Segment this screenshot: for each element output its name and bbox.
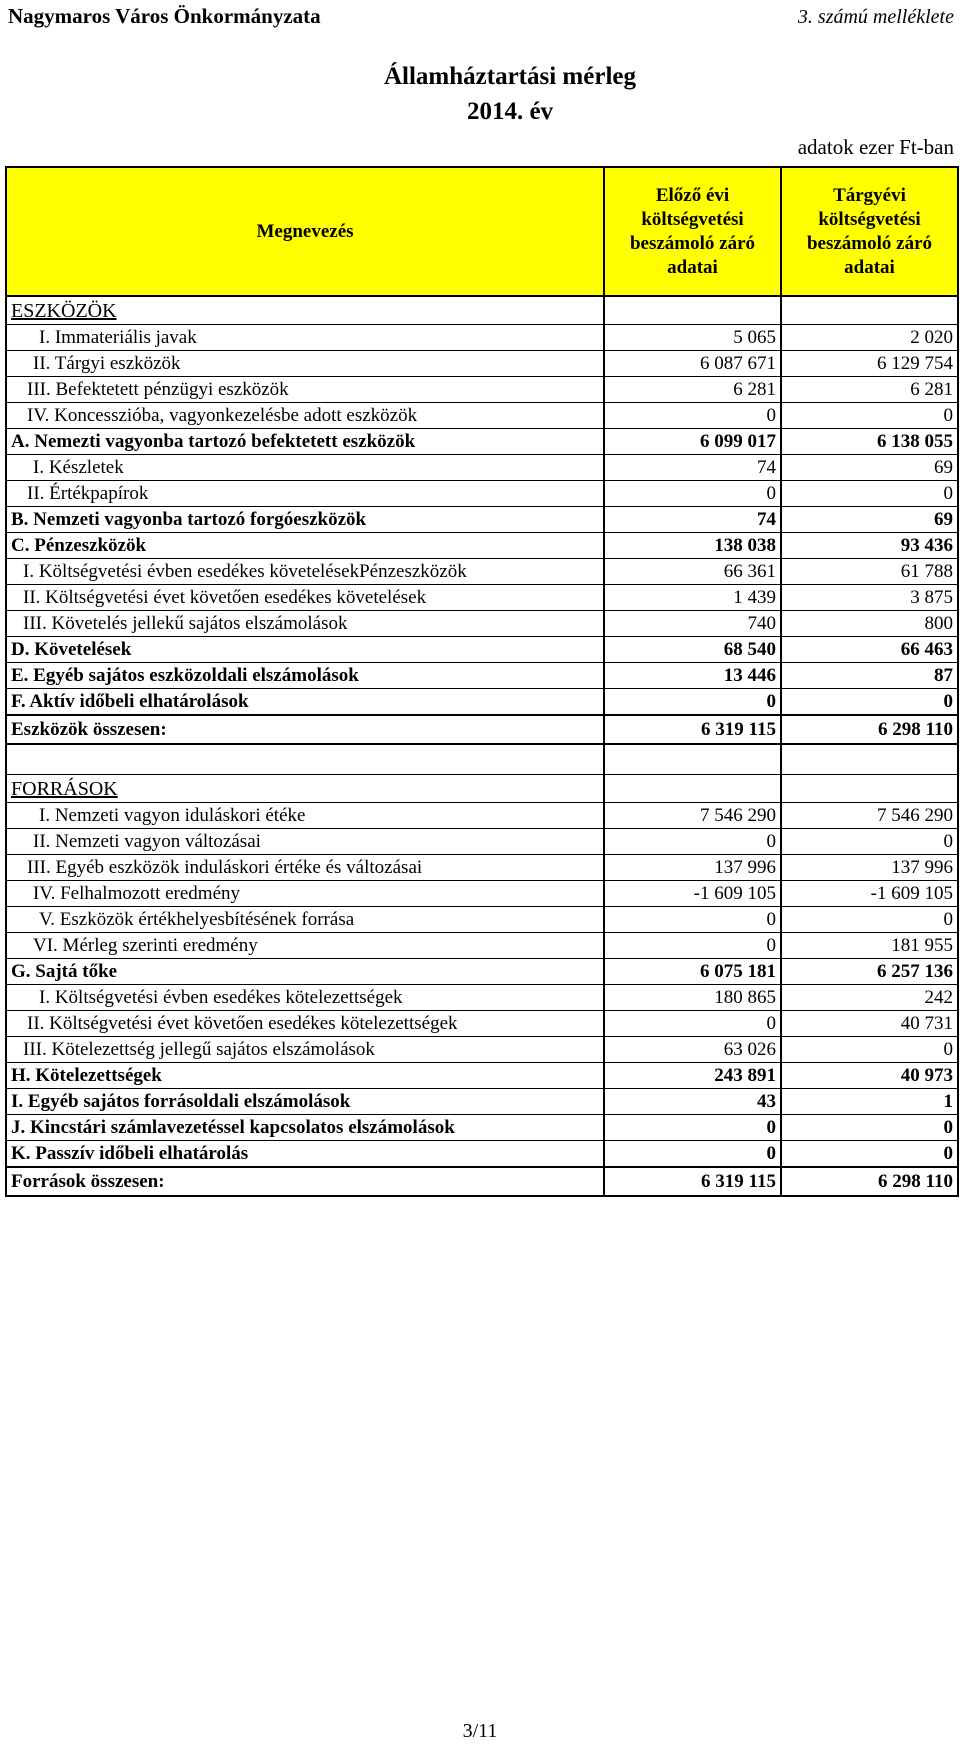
current-year-value: 0 [781, 1036, 958, 1062]
previous-year-value: 74 [604, 507, 781, 533]
current-year-value: 6 298 110 [781, 715, 958, 744]
previous-year-value: -1 609 105 [604, 880, 781, 906]
current-year-value: 137 996 [781, 854, 958, 880]
current-year-value: 0 [781, 689, 958, 716]
previous-year-value: 0 [604, 906, 781, 932]
sources-total-row [6, 1167, 958, 1196]
current-year-value: 0 [781, 481, 958, 507]
previous-year-value: 137 996 [604, 854, 781, 880]
current-year-value: 87 [781, 663, 958, 689]
column-header-previous-year: Előző évi költségvetési beszámoló záró adatai [604, 167, 781, 296]
table-row [6, 1140, 958, 1167]
column-header-name: Megnevezés [6, 167, 604, 296]
sources-section-title: FORRÁSOK [6, 774, 604, 802]
document-title: Államháztartási mérleg [383, 63, 636, 90]
assets-total-row [6, 715, 958, 744]
previous-year-value: 243 891 [604, 1062, 781, 1088]
empty-cell [604, 774, 781, 802]
row-label: IV. Felhalmozott eredmény [6, 880, 604, 906]
spacer-row [6, 744, 958, 774]
unit-note: adatok ezer Ft-ban [797, 135, 954, 159]
previous-year-value: 7 546 290 [604, 802, 781, 828]
row-label: II. Nemzeti vagyon változásai [6, 828, 604, 854]
table-row [6, 689, 958, 716]
current-year-value: -1 609 105 [781, 880, 958, 906]
table-row [6, 906, 958, 932]
current-year-value: 69 [781, 455, 958, 481]
table-row [6, 403, 958, 429]
table-row [6, 1088, 958, 1114]
row-label: Források összesen: [6, 1167, 604, 1196]
empty-cell [781, 296, 958, 325]
previous-year-value: 43 [604, 1088, 781, 1114]
previous-year-value: 6 319 115 [604, 1167, 781, 1196]
row-label: I. Nemzeti vagyon iduláskori étéke [6, 802, 604, 828]
previous-year-value: 1 439 [604, 585, 781, 611]
current-year-value: 0 [781, 1140, 958, 1167]
row-label: III. Kötelezettség jellegű sajátos elszámolások [6, 1036, 604, 1062]
row-label: II. Értékpapírok [6, 481, 604, 507]
empty-cell [781, 744, 958, 774]
table-row [6, 429, 958, 455]
previous-year-value: 6 319 115 [604, 715, 781, 744]
current-year-value: 6 281 [781, 377, 958, 403]
row-label: II. Költségvetési évet követően esedékes kötelezettségek [6, 1010, 604, 1036]
current-year-value: 93 436 [781, 533, 958, 559]
current-year-value: 6 298 110 [781, 1167, 958, 1196]
row-label: I. Immateriális javak [6, 325, 604, 351]
table-row [6, 828, 958, 854]
previous-year-value: 0 [604, 403, 781, 429]
row-label: G. Sajtá tőke [6, 958, 604, 984]
row-label: H. Kötelezettségek [6, 1062, 604, 1088]
previous-year-value: 0 [604, 828, 781, 854]
row-label: E. Egyéb sajátos eszközoldali elszámolások [6, 663, 604, 689]
sources-section-row [6, 774, 958, 802]
previous-year-value: 63 026 [604, 1036, 781, 1062]
row-label: K. Passzív időbeli elhatárolás [6, 1140, 604, 1167]
previous-year-value: 66 361 [604, 559, 781, 585]
table-row [6, 1036, 958, 1062]
current-year-value: 7 546 290 [781, 802, 958, 828]
current-year-value: 69 [781, 507, 958, 533]
empty-cell [6, 744, 604, 774]
current-year-value: 0 [781, 828, 958, 854]
table-body [6, 296, 958, 1196]
previous-year-value: 68 540 [604, 637, 781, 663]
table-row [6, 1010, 958, 1036]
table-row [6, 325, 958, 351]
empty-cell [781, 774, 958, 802]
document-year: 2014. év [466, 98, 554, 125]
previous-year-value: 138 038 [604, 533, 781, 559]
table-row [6, 1114, 958, 1140]
previous-year-value: 6 281 [604, 377, 781, 403]
column-header-current-year: Tárgyévi költségvetési beszámoló záró adatai [781, 167, 958, 296]
assets-section-row [6, 296, 958, 325]
previous-year-value: 74 [604, 455, 781, 481]
organization-name: Nagymaros Város Önkormányzata [8, 4, 321, 28]
row-label: III. Befektetett pénzügyi eszközök [6, 377, 604, 403]
row-label: IV. Koncesszióba, vagyonkezelésbe adott eszközök [6, 403, 604, 429]
table-row [6, 802, 958, 828]
row-label: A. Nemezti vagyonba tartozó befektetett eszközök [6, 429, 604, 455]
current-year-value: 1 [781, 1088, 958, 1114]
previous-year-value: 6 099 017 [604, 429, 781, 455]
previous-year-value: 0 [604, 1114, 781, 1140]
current-year-value: 66 463 [781, 637, 958, 663]
current-year-value: 2 020 [781, 325, 958, 351]
table-row [6, 880, 958, 906]
row-label: VI. Mérleg szerinti eredmény [6, 932, 604, 958]
table-header-row [6, 167, 958, 296]
current-year-value: 61 788 [781, 559, 958, 585]
row-label: III. Követelés jellekű sajátos elszámolások [6, 611, 604, 637]
balance-sheet-table [5, 166, 959, 1197]
current-year-value: 0 [781, 403, 958, 429]
current-year-value: 6 257 136 [781, 958, 958, 984]
row-label: I. Költségvetési évben esedékes kötelezettségek [6, 984, 604, 1010]
row-label: II. Tárgyi eszközök [6, 351, 604, 377]
table-row [6, 984, 958, 1010]
previous-year-value: 0 [604, 1140, 781, 1167]
row-label: III. Egyéb eszközök induláskori értéke és változásai [6, 854, 604, 880]
table-row [6, 854, 958, 880]
table-row [6, 663, 958, 689]
previous-year-value: 0 [604, 689, 781, 716]
row-label: I. Egyéb sajátos forrásoldali elszámolások [6, 1088, 604, 1114]
previous-year-value: 13 446 [604, 663, 781, 689]
previous-year-value: 0 [604, 481, 781, 507]
table-row [6, 351, 958, 377]
row-label: F. Aktív időbeli elhatárolások [6, 689, 604, 716]
table-row [6, 932, 958, 958]
empty-cell [604, 296, 781, 325]
current-year-value: 181 955 [781, 932, 958, 958]
page-number: 3/11 [462, 1720, 498, 1742]
row-label: Eszközök összesen: [6, 715, 604, 744]
row-label: B. Nemzeti vagyonba tartozó forgóeszközök [6, 507, 604, 533]
empty-cell [604, 744, 781, 774]
previous-year-value: 0 [604, 932, 781, 958]
row-label: C. Pénzeszközök [6, 533, 604, 559]
table-row [6, 377, 958, 403]
previous-year-value: 5 065 [604, 325, 781, 351]
table-row [6, 507, 958, 533]
previous-year-value: 0 [604, 1010, 781, 1036]
table-row [6, 958, 958, 984]
current-year-value: 0 [781, 1114, 958, 1140]
current-year-value: 0 [781, 906, 958, 932]
current-year-value: 6 129 754 [781, 351, 958, 377]
current-year-value: 6 138 055 [781, 429, 958, 455]
previous-year-value: 180 865 [604, 984, 781, 1010]
table-row [6, 1062, 958, 1088]
row-label: II. Költségvetési évet követően esedékes követelések [6, 585, 604, 611]
current-year-value: 800 [781, 611, 958, 637]
table-row [6, 455, 958, 481]
current-year-value: 3 875 [781, 585, 958, 611]
row-label: I. Készletek [6, 455, 604, 481]
previous-year-value: 6 087 671 [604, 351, 781, 377]
previous-year-value: 740 [604, 611, 781, 637]
current-year-value: 40 973 [781, 1062, 958, 1088]
table-row [6, 559, 958, 585]
row-label: J. Kincstári számlavezetéssel kapcsolatos elszámolások [6, 1114, 604, 1140]
row-label: I. Költségvetési évben esedékes követelésekPénzeszközök [6, 559, 604, 585]
table-row [6, 611, 958, 637]
annex-label: 3. számú melléklete [797, 6, 954, 28]
row-label: D. Követelések [6, 637, 604, 663]
current-year-value: 40 731 [781, 1010, 958, 1036]
table-row [6, 481, 958, 507]
table-row [6, 533, 958, 559]
row-label: V. Eszközök értékhelyesbítésének forrása [6, 906, 604, 932]
assets-section-title: ESZKÖZÖK [6, 296, 604, 325]
table-row [6, 585, 958, 611]
table-row [6, 637, 958, 663]
current-year-value: 242 [781, 984, 958, 1010]
previous-year-value: 6 075 181 [604, 958, 781, 984]
